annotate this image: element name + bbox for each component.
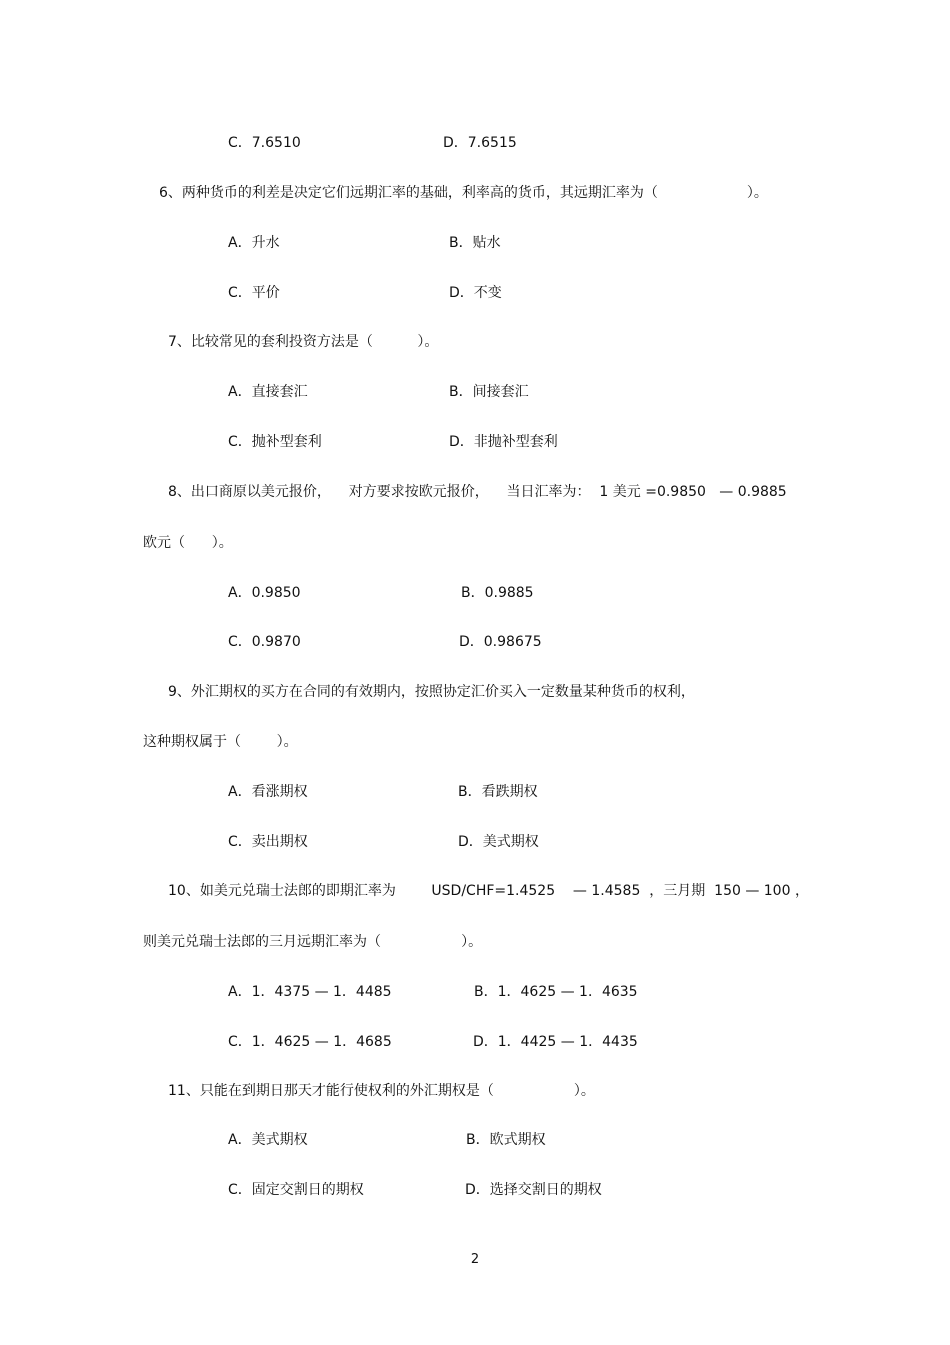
q11-option-b: B．欧式期权 bbox=[466, 1132, 546, 1148]
question-11: 11、只能在到期日那天才能行使权利的外汇期权是（ ）。 bbox=[168, 1083, 595, 1099]
q8-option-d: D．0.98675 bbox=[459, 634, 542, 650]
q6-option-d: D．不变 bbox=[449, 285, 502, 301]
q10-option-b: B．1．4625 — 1．4635 bbox=[474, 984, 638, 1000]
q9-option-b: B．看跌期权 bbox=[458, 784, 538, 800]
question-6: 6、两种货币的利差是决定它们远期汇率的基础，利率高的货币，其远期汇率为（ ）。 bbox=[159, 185, 768, 201]
question-9: 9、外汇期权的买方在合同的有效期内，按照协定汇价买入一定数量某种货币的权利， bbox=[168, 684, 695, 700]
q10-option-c: C．1．4625 — 1．4685 bbox=[228, 1034, 392, 1050]
q8-option-a: A．0.9850 bbox=[228, 585, 301, 601]
question-10: 10、如美元兑瑞士法郎的即期汇率为 USD/CHF=1.4525 — 1.4585 ，三月期 150 — 100 ， bbox=[168, 883, 809, 899]
q7-option-a: A．直接套汇 bbox=[228, 384, 308, 400]
q5-option-d: D．7.6515 bbox=[443, 135, 517, 151]
q6-option-c: C．平价 bbox=[228, 285, 280, 301]
question-7: 7、比较常见的套利投资方法是（ ）。 bbox=[168, 334, 439, 350]
q7-option-c: C．抛补型套利 bbox=[228, 434, 322, 450]
question-8-continued: 欧元（ ）。 bbox=[143, 535, 233, 551]
q6-option-a: A．升水 bbox=[228, 235, 280, 251]
q11-option-c: C．固定交割日的期权 bbox=[228, 1182, 364, 1198]
q10-option-a: A．1．4375 — 1．4485 bbox=[228, 984, 392, 1000]
q5-option-c: C．7.6510 bbox=[228, 135, 301, 151]
q11-option-a: A．美式期权 bbox=[228, 1132, 308, 1148]
q8-option-c: C．0.9870 bbox=[228, 634, 301, 650]
q10-option-d: D．1．4425 — 1．4435 bbox=[473, 1034, 638, 1050]
q9-option-c: C．卖出期权 bbox=[228, 834, 308, 850]
q11-option-d: D．选择交割日的期权 bbox=[465, 1182, 602, 1198]
q7-option-b: B．间接套汇 bbox=[449, 384, 529, 400]
q7-option-d: D．非抛补型套利 bbox=[449, 434, 558, 450]
q9-option-d: D．美式期权 bbox=[458, 834, 539, 850]
question-8: 8、出口商原以美元报价， 对方要求按欧元报价， 当日汇率为： 1 美元 =0.9850 — 0.9885 bbox=[168, 484, 787, 500]
question-9-continued: 这种期权属于（ ）。 bbox=[143, 734, 298, 750]
question-10-continued: 则美元兑瑞士法郎的三月远期汇率为（ ）。 bbox=[143, 934, 483, 950]
q9-option-a: A．看涨期权 bbox=[228, 784, 308, 800]
q8-option-b: B．0.9885 bbox=[461, 585, 534, 601]
page-number: 2 bbox=[470, 1252, 480, 1267]
q6-option-b: B．贴水 bbox=[449, 235, 501, 251]
